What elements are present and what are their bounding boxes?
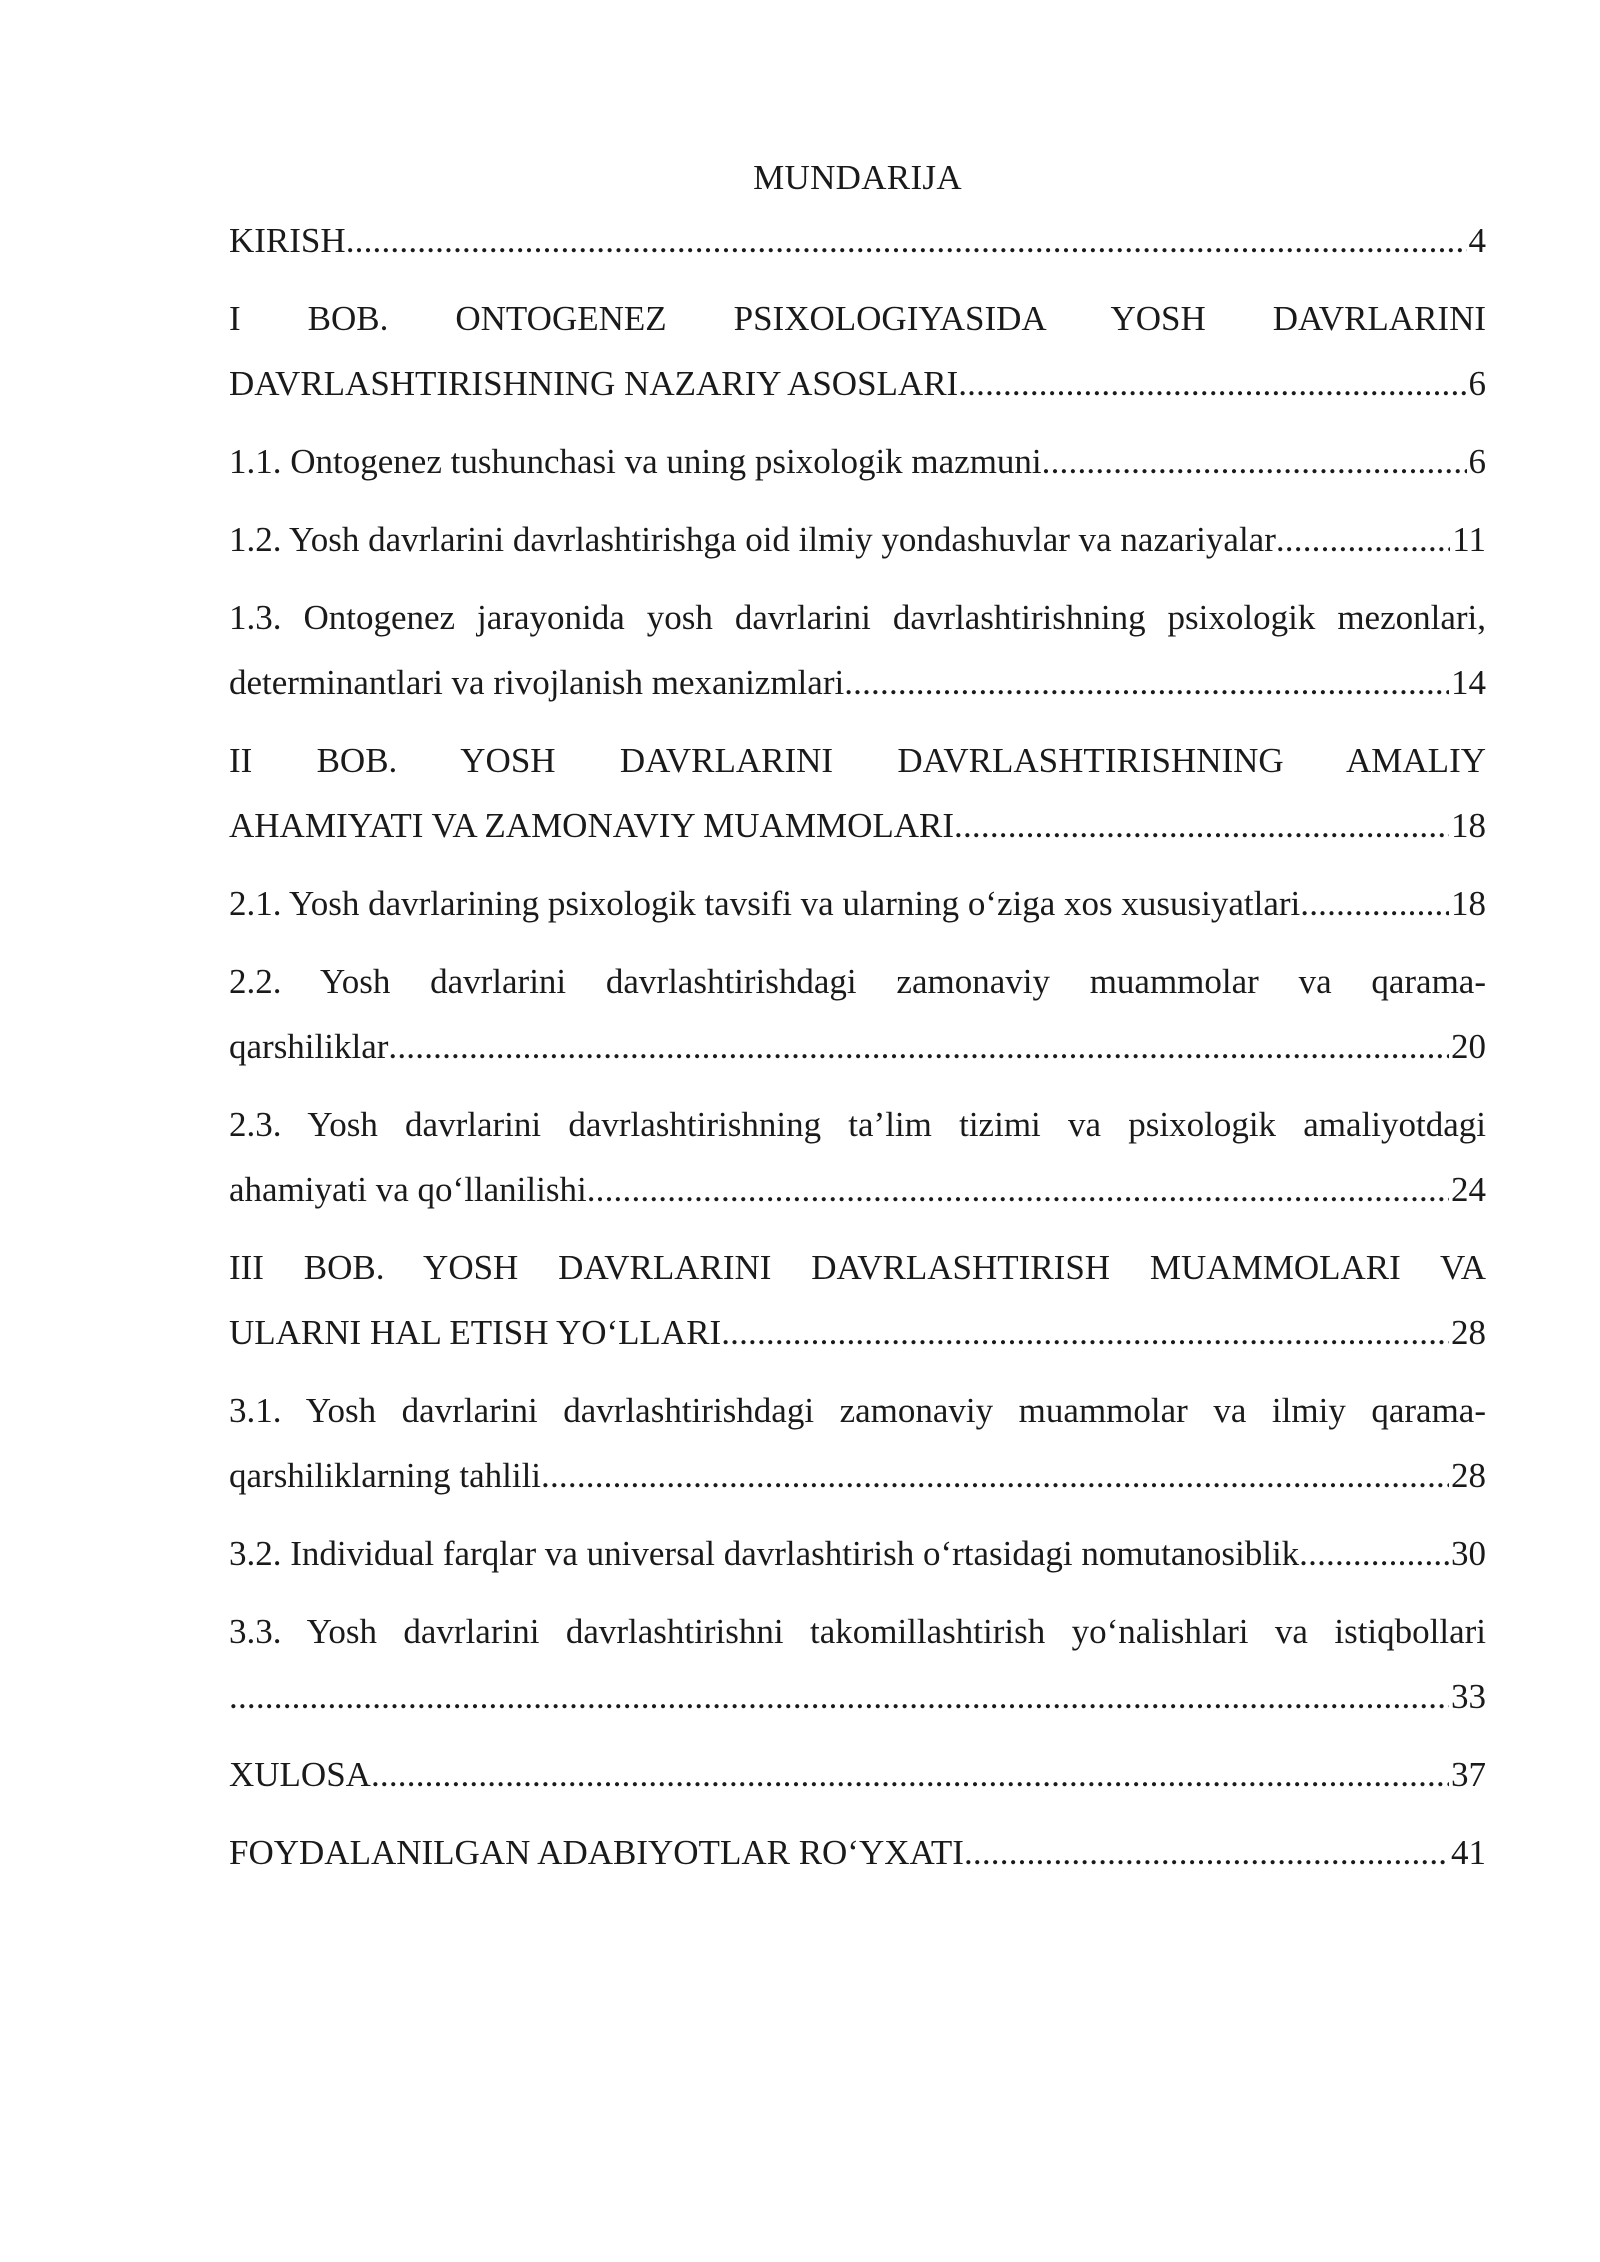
dot-leader bbox=[964, 1820, 1449, 1885]
dot-leader bbox=[958, 351, 1466, 416]
toc-entry-text: 1.3. Ontogenez jarayonida yosh davrlarini davrlashtirishning psixologik mezonlari, bbox=[229, 598, 1486, 637]
dot-leader bbox=[1300, 871, 1449, 936]
toc-entry-line bbox=[229, 793, 1486, 858]
toc-entry-line bbox=[229, 208, 1486, 273]
toc-entry-line bbox=[229, 1742, 1486, 1807]
toc-entry-line bbox=[229, 1521, 1486, 1586]
toc-entry-text: II BOB. YOSH DAVRLARINI DAVRLASHTIRISHNING AMALIY bbox=[229, 741, 1486, 780]
toc-entry-text: qarshiliklar bbox=[229, 1027, 389, 1066]
toc-entry[interactable] bbox=[229, 1378, 1486, 1508]
toc-entry[interactable] bbox=[229, 871, 1486, 936]
toc-entry-line bbox=[229, 351, 1486, 416]
dot-leader bbox=[954, 793, 1449, 858]
table-of-contents bbox=[229, 208, 1486, 1885]
toc-entry-line bbox=[229, 1443, 1486, 1508]
toc-entry[interactable] bbox=[229, 1092, 1486, 1222]
dot-leader bbox=[721, 1300, 1449, 1365]
toc-entry-text: 3.3. Yosh davrlarini davrlashtirishni takomillashtirish yo‘nalishlari va istiqbollari bbox=[229, 1612, 1486, 1651]
toc-entry-text: XULOSA bbox=[229, 1755, 371, 1794]
page-number: 41 bbox=[1451, 1833, 1486, 1872]
dot-leader bbox=[346, 208, 1467, 273]
toc-entry-text: I BOB. ONTOGENEZ PSIXOLOGIYASIDA YOSH DAVRLARINI bbox=[229, 299, 1486, 338]
toc-entry-line bbox=[229, 1820, 1486, 1885]
toc-entry-text: 3.2. Individual farqlar va universal davrlashtirish o‘rtasidagi nomutanosiblik bbox=[229, 1534, 1300, 1573]
page-number: 30 bbox=[1451, 1534, 1486, 1573]
toc-entry-text: 2.3. Yosh davrlarini davrlashtirishning ta’lim tizimi va psixologik amaliyotdagi bbox=[229, 1105, 1486, 1144]
page-number: 6 bbox=[1468, 442, 1486, 481]
document-page bbox=[229, 148, 1486, 1898]
page-number: 28 bbox=[1451, 1456, 1486, 1495]
toc-entry-line bbox=[229, 1014, 1486, 1079]
page-number: 6 bbox=[1468, 364, 1486, 403]
dot-leader bbox=[1299, 1521, 1449, 1586]
toc-entry[interactable] bbox=[229, 429, 1486, 494]
dot-leader bbox=[371, 1742, 1449, 1807]
toc-entry[interactable] bbox=[229, 1599, 1486, 1729]
page-title: MUNDARIJA bbox=[753, 158, 962, 197]
toc-entry[interactable] bbox=[229, 1742, 1486, 1807]
page-number: 18 bbox=[1451, 884, 1486, 923]
page-number: 33 bbox=[1451, 1677, 1486, 1716]
toc-entry-text: ULARNI HAL ETISH YO‘LLARI bbox=[229, 1313, 722, 1352]
toc-entry-line bbox=[229, 1664, 1486, 1729]
page-number: 28 bbox=[1451, 1313, 1486, 1352]
toc-entry-line bbox=[229, 871, 1486, 936]
page-number: 37 bbox=[1451, 1755, 1486, 1794]
dot-leader bbox=[844, 650, 1449, 715]
toc-entry[interactable] bbox=[229, 507, 1486, 572]
toc-entry-text: AHAMIYATI VA ZAMONAVIY MUAMMOLARI bbox=[229, 806, 955, 845]
dot-leader bbox=[587, 1157, 1449, 1222]
dot-leader bbox=[388, 1014, 1449, 1079]
toc-entry-text: KIRISH bbox=[229, 221, 346, 260]
toc-entry[interactable] bbox=[229, 585, 1486, 715]
toc-entry[interactable] bbox=[229, 208, 1486, 273]
toc-entry[interactable] bbox=[229, 1235, 1486, 1365]
toc-entry-text: 1.2. Yosh davrlarini davrlashtirishga oid ilmiy yondashuvlar va nazariyalar bbox=[229, 520, 1276, 559]
toc-entry-text: 2.1. Yosh davrlarining psixologik tavsifi va ularning o‘ziga xos xususiyatlari bbox=[229, 884, 1301, 923]
page-number: 24 bbox=[1451, 1170, 1486, 1209]
page-number: 4 bbox=[1468, 221, 1486, 260]
toc-entry-line bbox=[229, 429, 1486, 494]
toc-entry-line bbox=[229, 650, 1486, 715]
toc-entry[interactable] bbox=[229, 728, 1486, 858]
toc-entry[interactable] bbox=[229, 949, 1486, 1079]
toc-entry-text: ahamiyati va qo‘llanilishi bbox=[229, 1170, 587, 1209]
toc-entry-text: 3.1. Yosh davrlarini davrlashtirishdagi zamonaviy muammolar va ilmiy qarama- bbox=[229, 1391, 1486, 1430]
toc-entry-line bbox=[229, 1300, 1486, 1365]
page-number: 20 bbox=[1451, 1027, 1486, 1066]
page-number: 14 bbox=[1451, 663, 1486, 702]
dot-leader bbox=[1042, 429, 1467, 494]
page-number: 11 bbox=[1452, 520, 1486, 559]
dot-leader bbox=[229, 1664, 1449, 1729]
toc-entry-text: 2.2. Yosh davrlarini davrlashtirishdagi zamonaviy muammolar va qarama- bbox=[229, 962, 1486, 1001]
dot-leader bbox=[1276, 507, 1450, 572]
toc-entry-text: III BOB. YOSH DAVRLARINI DAVRLASHTIRISH MUAMMOLARI VA bbox=[229, 1248, 1486, 1287]
toc-entry-text: determinantlari va rivojlanish mexanizmlari bbox=[229, 663, 845, 702]
toc-entry-text: DAVRLASHTIRISHNING NAZARIY ASOSLARI bbox=[229, 364, 959, 403]
page-number: 18 bbox=[1451, 806, 1486, 845]
toc-entry[interactable] bbox=[229, 1820, 1486, 1885]
toc-entry[interactable] bbox=[229, 1521, 1486, 1586]
toc-entry-text: FOYDALANILGAN ADABIYOTLAR RO‘YXATI bbox=[229, 1833, 964, 1872]
toc-entry[interactable] bbox=[229, 286, 1486, 416]
toc-entry-line bbox=[229, 507, 1486, 572]
toc-entry-text: qarshiliklarning tahlili bbox=[229, 1456, 542, 1495]
dot-leader bbox=[541, 1443, 1449, 1508]
toc-entry-line bbox=[229, 1157, 1486, 1222]
toc-entry-text: 1.1. Ontogenez tushunchasi va uning psixologik mazmuni bbox=[229, 442, 1042, 481]
